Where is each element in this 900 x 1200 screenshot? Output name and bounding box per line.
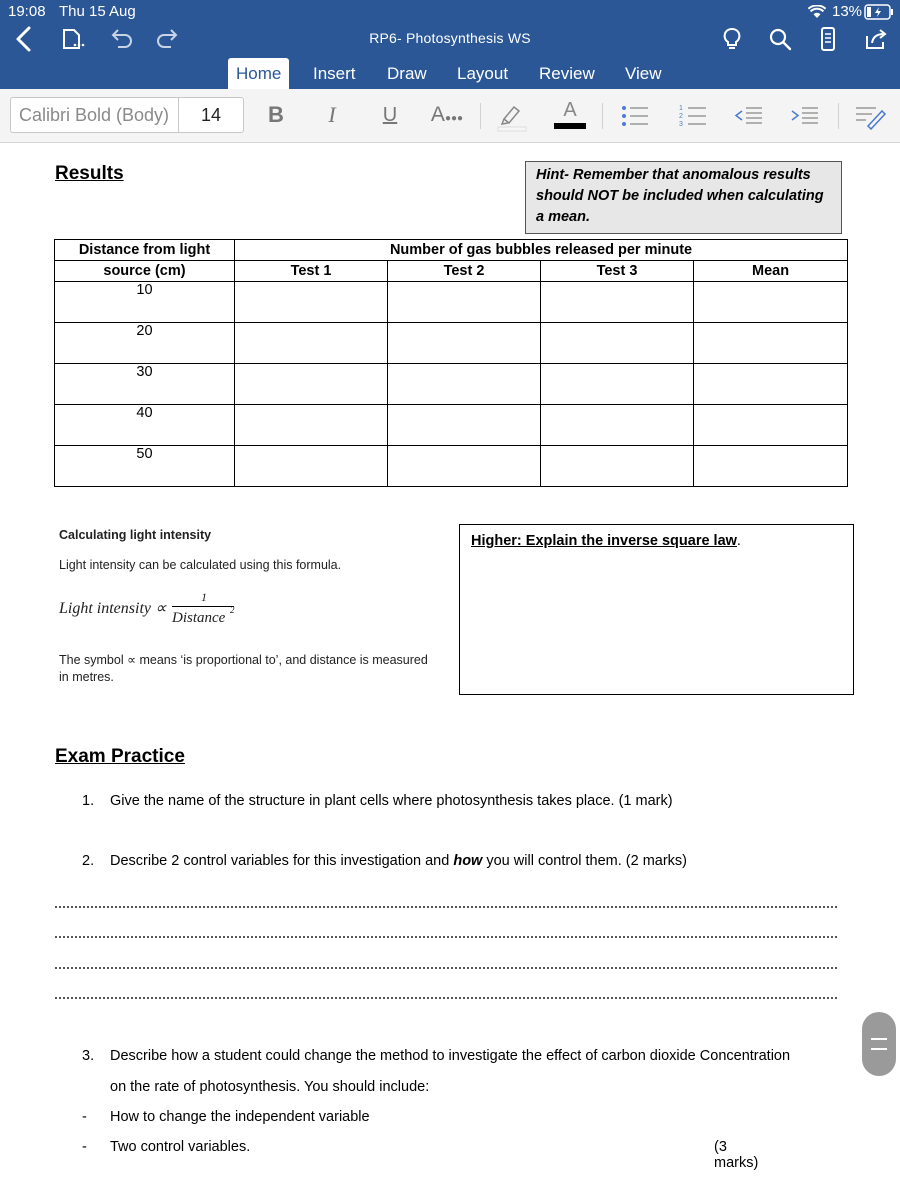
question-text: Give the name of the structure in plant cells where photosynthesis takes place. (1 mark)	[110, 793, 673, 809]
table-cell[interactable]	[541, 282, 694, 323]
status-date: Thu 15 Aug	[59, 3, 136, 20]
table-row	[55, 323, 848, 364]
table-cell[interactable]	[388, 364, 541, 405]
question-text	[110, 853, 687, 869]
distance-cell: 30	[55, 364, 235, 405]
document-title: RP6- Photosynthesis WS	[369, 30, 531, 46]
tab-review[interactable]: Review	[539, 64, 595, 83]
ribbon-tabs	[0, 58, 900, 89]
grip-line	[871, 1038, 887, 1040]
table-cell[interactable]	[694, 364, 848, 405]
column-header: Mean	[694, 261, 848, 282]
font-name-field[interactable]: Calibri Bold (Body)	[10, 97, 178, 133]
q2-post: you will control them. (2 marks)	[482, 853, 688, 869]
ellipsis-icon: ●●●	[444, 113, 464, 124]
formula-denominator: Distance	[172, 610, 226, 626]
table-cell[interactable]	[694, 282, 848, 323]
tab-insert[interactable]: Insert	[313, 64, 356, 83]
grip-line	[871, 1048, 887, 1050]
distance-unit-cell: source (cm)	[55, 261, 235, 282]
hint-box: Hint- Remember that anomalous results should NOT be included when calculating a mean.	[525, 161, 842, 234]
marks-text: (3 marks)	[714, 1139, 759, 1171]
underline-button[interactable]: U	[382, 104, 398, 126]
bullet-list-icon[interactable]	[618, 99, 652, 133]
status-time: 19:08	[8, 3, 46, 20]
question-number: 3.	[82, 1048, 95, 1064]
font-size-field[interactable]: 14	[178, 97, 244, 133]
answer-line[interactable]	[55, 967, 837, 969]
battery-percent: 13%	[832, 3, 863, 20]
scroll-handle[interactable]	[862, 1012, 896, 1076]
higher-question: Higher: Explain the inverse square law	[471, 533, 737, 549]
table-cell[interactable]	[694, 446, 848, 487]
table-cell[interactable]	[541, 405, 694, 446]
table-cell[interactable]	[694, 405, 848, 446]
table-header-row	[55, 261, 848, 282]
font-color-swatch	[554, 123, 586, 129]
formula-exponent: 2	[230, 605, 235, 615]
bullet-dash: -	[82, 1109, 87, 1125]
italic-button[interactable]: I	[328, 102, 336, 127]
table-cell[interactable]	[541, 323, 694, 364]
styles-icon[interactable]	[852, 99, 888, 133]
formula	[59, 590, 439, 634]
font-color-label: A	[563, 99, 577, 121]
table-header-row	[55, 240, 848, 261]
search-icon[interactable]	[765, 24, 795, 54]
tab-view[interactable]: View	[625, 64, 662, 83]
results-table	[54, 239, 848, 487]
q2-pre: Describe 2 control variables for this investigation and	[110, 853, 454, 869]
question-number: 2.	[82, 853, 95, 869]
table-cell[interactable]	[235, 405, 388, 446]
font-color-button[interactable]	[552, 99, 588, 133]
mobile-view-icon[interactable]	[813, 24, 843, 54]
calc-title: Calculating light intensity	[59, 528, 212, 542]
app-header	[0, 0, 900, 89]
table-row	[55, 282, 848, 323]
column-header: Test 1	[235, 261, 388, 282]
highlight-icon[interactable]	[494, 99, 530, 133]
bullet-dash: -	[82, 1139, 87, 1155]
table-cell[interactable]	[388, 446, 541, 487]
question-text: on the rate of photosynthesis. You should include:	[110, 1079, 430, 1095]
bullet-text: How to change the independent variable	[110, 1109, 370, 1125]
answer-line[interactable]	[55, 936, 837, 938]
group-header-cell: Number of gas bubbles released per minute	[235, 240, 848, 261]
table-cell[interactable]	[541, 446, 694, 487]
q2-emphasis: how	[453, 853, 483, 869]
table-row	[55, 405, 848, 446]
table-row	[55, 364, 848, 405]
exam-practice-heading: Exam Practice	[55, 746, 185, 767]
distance-cell: 40	[55, 405, 235, 446]
distance-header-cell: Distance from light	[55, 240, 235, 261]
tab-draw[interactable]: Draw	[387, 64, 427, 83]
calc-note: The symbol ∝ means ‘is proportional to’, and distance is measured in metres.	[59, 653, 428, 684]
higher-answer-box[interactable]	[459, 524, 854, 695]
question-text: Describe how a student could change the method to investigate the effect of carbon dioxide Concentration	[110, 1048, 791, 1064]
table-cell[interactable]	[235, 446, 388, 487]
table-cell[interactable]	[388, 323, 541, 364]
light-intensity-image	[59, 528, 439, 686]
table-cell[interactable]	[388, 282, 541, 323]
answer-line[interactable]	[55, 997, 837, 999]
table-row	[55, 446, 848, 487]
ribbon-separator	[838, 103, 839, 129]
calc-intro: Light intensity can be calculated using this formula.	[59, 558, 342, 572]
table-cell[interactable]	[694, 323, 848, 364]
table-cell[interactable]	[541, 364, 694, 405]
numbered-list-icon[interactable]	[676, 99, 710, 133]
bullet-text: Two control variables.	[110, 1139, 251, 1155]
distance-cell: 50	[55, 446, 235, 487]
higher-suffix: .	[736, 533, 741, 549]
question-number: 1.	[82, 793, 95, 809]
formula-numerator: 1	[201, 590, 207, 604]
increase-indent-icon[interactable]	[788, 99, 822, 133]
lightbulb-icon[interactable]	[717, 24, 747, 54]
svg-text:1: 1	[679, 105, 683, 112]
share-icon[interactable]	[861, 24, 891, 54]
decrease-indent-icon[interactable]	[732, 99, 766, 133]
svg-text:2: 2	[679, 113, 683, 120]
table-cell[interactable]	[388, 405, 541, 446]
ribbon-separator	[480, 103, 481, 129]
distance-cell: 10	[55, 282, 235, 323]
formula-lhs: Light intensity ∝	[59, 600, 167, 617]
wifi-icon	[808, 5, 826, 19]
tab-home[interactable]: Home	[228, 58, 289, 89]
battery-icon	[864, 4, 894, 20]
font-menu-label: A	[430, 103, 445, 126]
fraction-bar	[172, 606, 234, 607]
answer-line[interactable]	[55, 906, 837, 908]
table-cell[interactable]	[235, 323, 388, 364]
ribbon-toolbar	[0, 89, 900, 143]
table-cell[interactable]	[235, 364, 388, 405]
bold-button[interactable]: B	[268, 102, 284, 127]
column-header: Test 2	[388, 261, 541, 282]
results-heading: Results	[55, 163, 124, 184]
tab-layout[interactable]: Layout	[457, 64, 509, 83]
column-header: Test 3	[541, 261, 694, 282]
font-menu-button[interactable]	[430, 99, 464, 133]
table-cell[interactable]	[235, 282, 388, 323]
distance-cell: 20	[55, 323, 235, 364]
document-canvas[interactable]	[0, 143, 900, 1200]
svg-text:3: 3	[679, 121, 683, 128]
ribbon-separator	[602, 103, 603, 129]
